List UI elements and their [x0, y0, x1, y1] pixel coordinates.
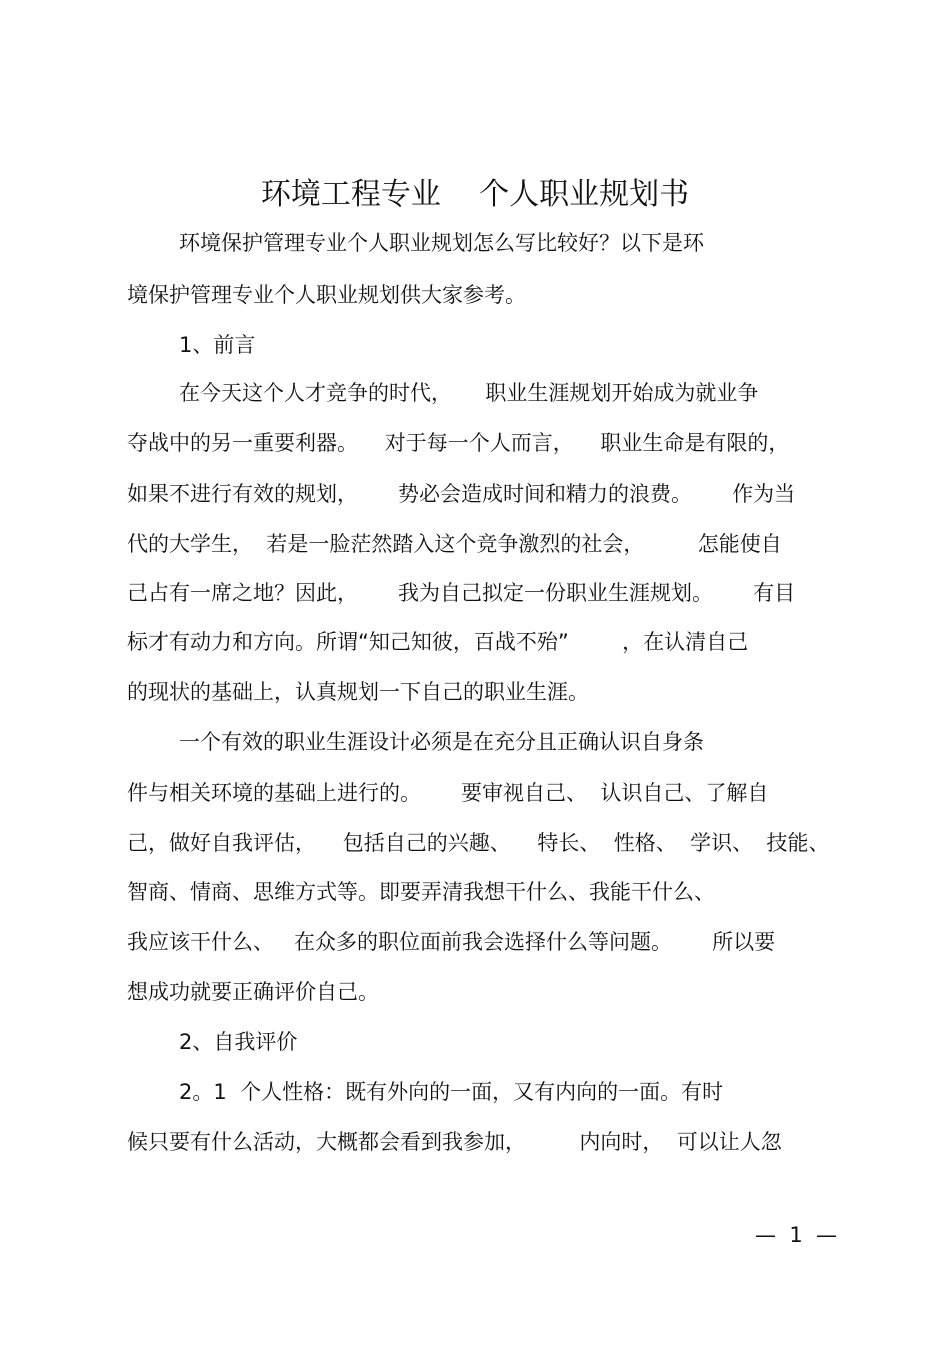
- paragraph-line: 境保护管理专业个人职业规划供大家参考。: [127, 283, 526, 307]
- document-title: 环境工程专业 个人职业规划书: [260, 177, 690, 212]
- section-heading: 1、前言: [179, 333, 256, 357]
- paragraph-line: 件与相关环境的基础上进行的。 要审视自己、 认识自己、了解自: [127, 781, 769, 805]
- paragraph-line: 如果不进行有效的规划， 势必会造成时间和精力的浪费。 作为当: [127, 482, 796, 506]
- paragraph-line: 在今天这个人才竞争的时代， 职业生涯规划开始成为就业争: [179, 381, 759, 405]
- page-number: — 1 —: [755, 1223, 838, 1247]
- paragraph-line: 一个有效的职业生涯设计必须是在充分且正确认识自身条: [179, 730, 704, 754]
- paragraph-line: 想成功就要正确评价自己。: [127, 980, 379, 1004]
- paragraph-line: 代的大学生， 若是一脸茫然踏入这个竞争激烈的社会， 怎能使自: [127, 532, 782, 556]
- paragraph-line: 2。1 个人性格：既有外向的一面，又有内向的一面。有时: [179, 1080, 724, 1104]
- paragraph-line: 环境保护管理专业个人职业规划怎么写比较好？以下是环: [179, 231, 704, 255]
- paragraph-line: 的现状的基础上，认真规划一下自己的职业生涯。: [127, 680, 589, 704]
- paragraph-line: 智商、情商、思维方式等。即要弄清我想干什么、我能干什么、: [127, 880, 715, 904]
- paragraph-line: 己占有一席之地？因此， 我为自己拟定一份职业生涯规划。 有目: [127, 581, 796, 605]
- paragraph-line: 夺战中的另一重要利器。 对于每一个人而言， 职业生命是有限的，: [127, 431, 790, 455]
- paragraph-line: 己，做好自我评估， 包括自己的兴趣、 特长、 性格、 学识、 技能、: [127, 831, 830, 855]
- paragraph-line: 标才有动力和方向。所谓“知己知彼，百战不殆” ，在认清自己: [127, 630, 749, 654]
- section-heading: 2、自我评价: [179, 1030, 298, 1054]
- paragraph-line: 候只要有什么活动，大概都会看到我参加， 内向时， 可以让人忽: [127, 1130, 782, 1154]
- paragraph-line: 我应该干什么、 在众多的职位面前我会选择什么等问题。 所以要: [127, 930, 776, 954]
